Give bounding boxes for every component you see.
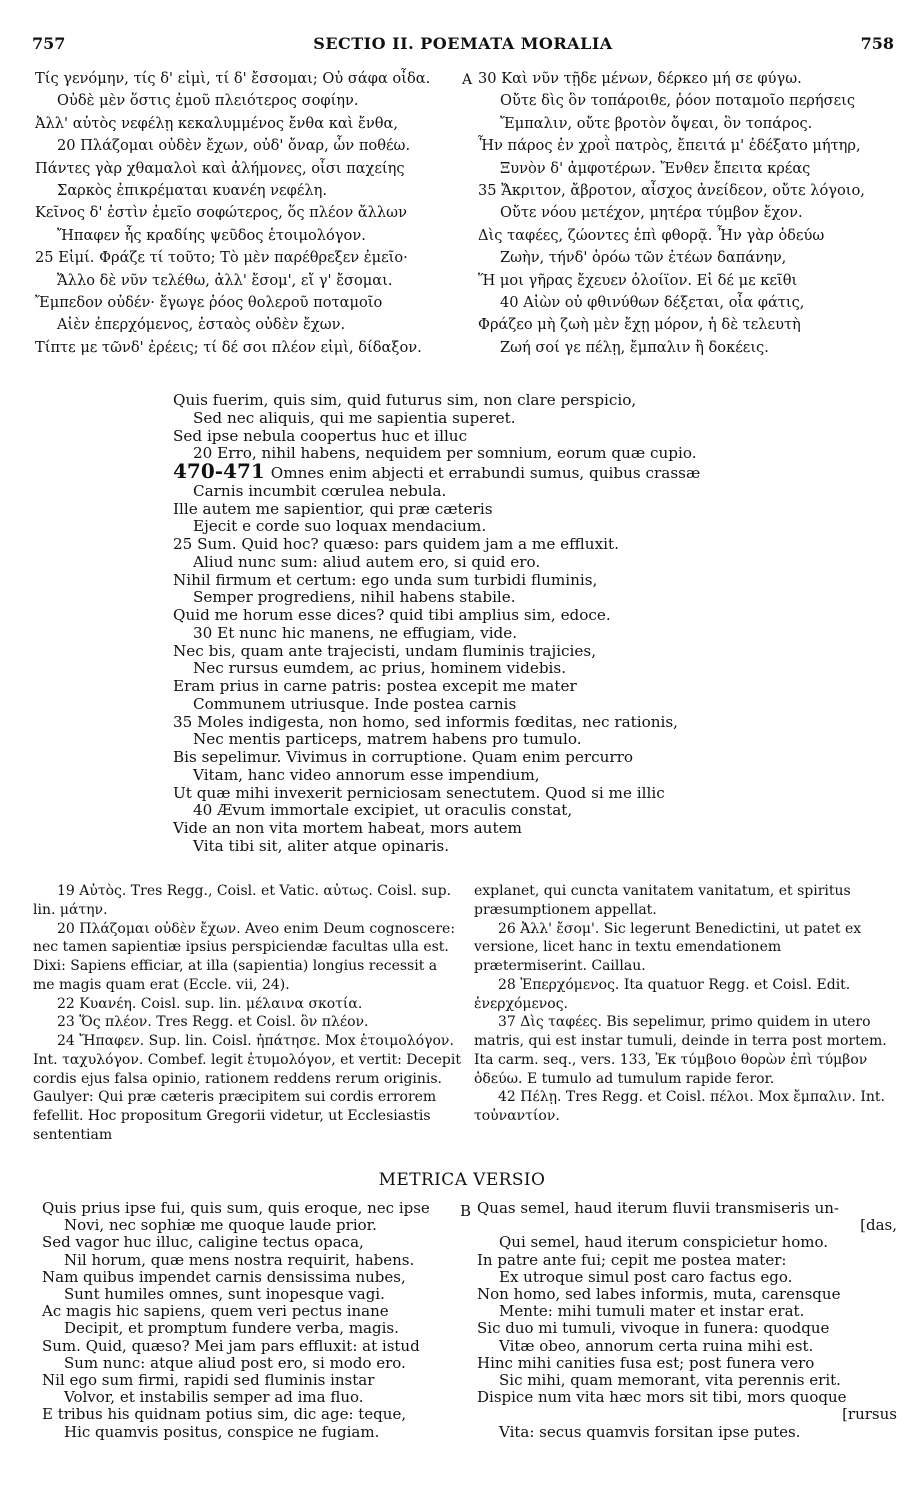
greek-verse-line bbox=[35, 225, 475, 247]
metrica-verse-line bbox=[477, 1320, 897, 1337]
latin-verse-line bbox=[173, 392, 733, 410]
line-text: Πάντες γὰρ χθαμαλοὶ καὶ ἀλήμονες, οἷσι παχείης bbox=[35, 159, 405, 177]
greek-verse-line bbox=[478, 202, 898, 224]
line-text: Nihil firmum et certum: ego unda sum turbidi fluminis, bbox=[173, 570, 598, 589]
footnote: 23 Ὅς πλέον. Tres Regg. et Coisl. ὃν πλέον. bbox=[57, 1014, 369, 1031]
line-text: Αἰὲν ἐπερχόμενος, ἑσταὸς οὐδὲν ἔχων. bbox=[57, 316, 346, 334]
latin-verse-line bbox=[173, 501, 733, 519]
metrica-verse-line bbox=[477, 1286, 897, 1303]
metrica-verse-line bbox=[477, 1372, 897, 1389]
line-text: Ille autem me sapientior, qui præ cæteris bbox=[173, 499, 493, 518]
line-text: 20 Πλάζομαι οὐδὲν ἔχων, οὐδ' ὄναρ, ὧν ποθέω. bbox=[57, 137, 411, 155]
line-text: Ἄλλο δὲ νῦν τελέθω, ἀλλ' ἔσομ', εἴ γ' ἔσομαι. bbox=[57, 271, 393, 289]
metrica-verse-line bbox=[42, 1355, 462, 1372]
greek-verse-line bbox=[478, 113, 898, 135]
latin-verse-line bbox=[173, 536, 733, 554]
greek-verse-line bbox=[478, 180, 898, 202]
greek-verse-line bbox=[35, 292, 475, 314]
line-text: Sed vagor huc illuc, caligine tectus opaca, bbox=[42, 1233, 364, 1252]
line-text: Hinc mihi canities fusa est; post funera vero bbox=[477, 1353, 815, 1372]
metrica-verse-line bbox=[477, 1389, 897, 1406]
line-text: Decipit, et promptum fundere verba, magis. bbox=[64, 1319, 399, 1338]
latin-verse-line bbox=[173, 731, 733, 749]
footnote: 37 Δὶς ταφέες. Bis sepelimur, primo quidem in utero matris, qui est instar tumuli, deinde in terra post mortem. Ita carm. seq., vers. 133, Ἐκ τύμβοιο θορὼν ἐπὶ τύμβον ὁδεύω. E tumulo ad tumulum rapide feror. bbox=[474, 1014, 887, 1087]
line-text: Sum. Quid, quæso? Mei jam pars effluxit: at istud bbox=[42, 1336, 420, 1355]
latin-verse-line bbox=[173, 625, 733, 643]
line-text: Mente: mihi tumuli mater et instar erat. bbox=[499, 1302, 805, 1321]
metrica-verse-line bbox=[42, 1338, 462, 1355]
metrica-verse-line bbox=[42, 1424, 462, 1441]
metrica-verse-line bbox=[477, 1200, 897, 1217]
greek-verse-line bbox=[35, 68, 475, 90]
line-text: Ejecit e corde suo loquax mendacium. bbox=[193, 517, 487, 536]
line-text: Vitæ obeo, annorum certa ruina mihi est. bbox=[499, 1336, 814, 1355]
metrica-verse-line bbox=[42, 1286, 462, 1303]
footnote: 28 Ἐπερχόμενος. Ita quatuor Regg. et Coisl. Edit. ἐνερχόμενος. bbox=[474, 976, 851, 1012]
metrica-verse-line bbox=[42, 1234, 462, 1251]
footnote: 19 Αὐτὸς. Tres Regg., Coisl. et Vatic. αὐτως. Coisl. sup. lin. μάτην. bbox=[33, 883, 452, 918]
line-text: Nam quibus impendet carnis densissima nubes, bbox=[42, 1267, 406, 1286]
footnote: explanet, qui cuncta vanitatem vanitatum, et spiritus præsumptionem appellat. bbox=[474, 883, 851, 918]
line-text: Οὐδὲ μὲν ὅστις ἐμοῦ πλειότερος σοφίην. bbox=[57, 92, 359, 110]
footnotes-right-column bbox=[474, 882, 894, 1126]
greek-verse-line bbox=[478, 225, 898, 247]
line-text: Quis prius ipse fui, quis sum, quis eroque, nec ipse bbox=[42, 1199, 430, 1217]
footnote: 26 Ἀλλ' ἔσομ'. Sic legerunt Benedictini, ut patet ex versione, licet hanc in textu emendationem prætermiserint. Caillau. bbox=[474, 920, 862, 974]
latin-verse-line bbox=[173, 678, 733, 696]
line-text: Κεῖνος δ' ἐστὶν ἐμεῖο σοφώτερος, ὅς πλέον ἄλλων bbox=[35, 204, 407, 222]
line-text: 30 Et nunc hic manens, ne effugiam, vide. bbox=[193, 623, 518, 642]
column-number-marker: 470-471 bbox=[173, 459, 265, 483]
metrica-verse-line bbox=[477, 1234, 897, 1251]
metrica-verse-line bbox=[42, 1320, 462, 1337]
latin-verse-line bbox=[173, 459, 733, 483]
latin-verse-line bbox=[173, 802, 733, 820]
line-text: Sum nunc: atque aliud post ero, si modo ero. bbox=[64, 1353, 406, 1372]
metrica-verse-line bbox=[477, 1406, 897, 1423]
greek-verse-line bbox=[35, 270, 475, 292]
footnote: 22 Κυανέη. Coisl. sup. lin. μέλαινα σκοτία. bbox=[57, 995, 363, 1012]
greek-verse-line bbox=[478, 158, 898, 180]
line-text: Omnes enim abjecti et errabundi sumus, quibus crassæ bbox=[270, 464, 701, 482]
latin-verse-line bbox=[173, 749, 733, 767]
latin-verse-line bbox=[173, 643, 733, 661]
line-text: Οὔτε δὶς ὃν τοπάροιθε, ῥόον ποταμοῖο περήσεις bbox=[500, 92, 856, 110]
line-text: Vita: secus quamvis forsitan ipse putes. bbox=[499, 1422, 801, 1441]
line-text: Nec bis, quam ante trajecisti, undam fluminis trajicies, bbox=[173, 641, 597, 660]
greek-verse-line bbox=[478, 90, 898, 112]
line-text: 25 Εἰμί. Φράζε τί τοῦτο; Τὸ μὲν παρέθρεξεν ἐμεῖο· bbox=[35, 249, 408, 267]
greek-verse-line bbox=[478, 68, 898, 90]
latin-verse-line bbox=[173, 428, 733, 446]
metrica-verse-line bbox=[477, 1252, 897, 1269]
greek-text-right-column bbox=[478, 68, 898, 359]
latin-verse-line bbox=[173, 714, 733, 732]
line-text: Ἦν πάρος ἐν χροῒ πατρὸς, ἔπειτά μ' ἐδέξατο μήτηρ, bbox=[478, 137, 861, 155]
line-text: Nec rursus eumdem, ac prius, hominem videbis. bbox=[193, 659, 567, 678]
footnotes-left-column bbox=[33, 882, 463, 1145]
line-text: Sic mihi, quam memorant, vita perennis erit. bbox=[499, 1371, 841, 1390]
line-text: Τίς γενόμην, τίς δ' εἰμὶ, τί δ' ἔσσομαι; Οὐ σάφα οἶδα. bbox=[35, 70, 431, 87]
line-text: Sunt humiles omnes, sunt inopesque vagi. bbox=[64, 1285, 385, 1304]
greek-verse-line bbox=[35, 90, 475, 112]
metrica-verse-line bbox=[477, 1355, 897, 1372]
line-text: Aliud nunc sum: aliud autem ero, si quid ero. bbox=[193, 552, 541, 571]
line-text: Ζωὴν, τήνδ' ὁρόω τῶν ἐτέων δαπάνην, bbox=[500, 249, 787, 267]
line-text: Οὔτε νόου μετέχον, μητέρα τύμβον ἔχον. bbox=[500, 204, 803, 222]
latin-verse-line bbox=[173, 767, 733, 785]
line-text: Ex utroque simul post caro factus ego. bbox=[499, 1267, 793, 1286]
line-text: Quas semel, haud iterum fluvii transmiseris un- bbox=[477, 1199, 839, 1217]
greek-verse-line bbox=[35, 202, 475, 224]
greek-verse-line bbox=[35, 135, 475, 157]
metrica-verse-line bbox=[42, 1389, 462, 1406]
line-text: Hic quamvis positus, conspice ne fugiam. bbox=[64, 1422, 380, 1441]
line-text: Semper progrediens, nihil habens stabile. bbox=[193, 588, 516, 607]
line-text: [rursus bbox=[842, 1405, 897, 1424]
line-text: Τίπτε με τῶνδ' ἐρέεις; τί δέ σοι πλέον εἰμὶ, δίδαξον. bbox=[35, 338, 422, 356]
line-text: Communem utriusque. Inde postea carnis bbox=[193, 694, 517, 713]
greek-text-left-column bbox=[35, 68, 475, 359]
latin-prose-translation bbox=[173, 392, 733, 856]
metrica-verse-line bbox=[42, 1269, 462, 1286]
metrica-verse-line bbox=[42, 1252, 462, 1269]
line-text: Vitam, hanc video annorum esse impendium, bbox=[193, 765, 540, 784]
line-text: Ac magis hic sapiens, quem veri pectus inane bbox=[42, 1302, 389, 1321]
line-text: Δὶς ταφέες, ζώοντες ἐπὶ φθορᾷ. Ἦν γὰρ ὁδεύω bbox=[478, 226, 825, 244]
metrica-verse-line bbox=[42, 1303, 462, 1320]
line-text: Nil horum, quæ mens nostra requirit, habens. bbox=[64, 1250, 415, 1269]
line-text: Ἥ μοι γῆρας ἔχευεν ὀλοίϊον. Εἰ δέ με κεῖθι bbox=[478, 271, 798, 289]
footnote: 20 Πλάζομαι οὐδὲν ἔχων. Aveo enim Deum cognoscere: nec tamen sapientiæ ipsius perspiciendæ facultas ulla est. Dixi: Sapiens efficiar, at illa (sapientia) longius recessit a me magis quam erat (Eccle. vii, 24). bbox=[33, 920, 456, 993]
line-text: 35 Moles indigesta, non homo, sed informis fœditas, nec rationis, bbox=[173, 712, 678, 731]
line-text: Sed nec aliquis, qui me sapientia superet. bbox=[193, 408, 516, 427]
latin-verse-line bbox=[173, 660, 733, 678]
page-number-right: 758 bbox=[860, 34, 894, 53]
line-text: Vide an non vita mortem habeat, mors autem bbox=[173, 819, 522, 837]
line-text: Sic duo mi tumuli, vivoque in funera: quodque bbox=[477, 1319, 830, 1338]
greek-verse-line bbox=[478, 135, 898, 157]
latin-verse-line bbox=[173, 820, 733, 838]
metrica-verse-line bbox=[42, 1372, 462, 1389]
line-text: Carnis incumbit cœrulea nebula. bbox=[193, 481, 447, 500]
line-text: Ἔμπεδον οὐδέν· ἔγωγε ῥόος θολεροῦ ποταμοῖο bbox=[35, 294, 383, 312]
line-text: Φράζεο μὴ ζωὴ μὲν ἔχῃ μόρον, ἡ δὲ τελευτὴ bbox=[478, 316, 801, 334]
metrica-verse-line bbox=[477, 1303, 897, 1320]
greek-verse-line bbox=[35, 314, 475, 336]
metrica-verse-line bbox=[477, 1269, 897, 1286]
line-text: Qui semel, haud iterum conspicietur homo. bbox=[499, 1233, 829, 1252]
line-text: Nec mentis particeps, matrem habens pro tumulo. bbox=[193, 730, 582, 749]
latin-verse-line bbox=[173, 518, 733, 536]
line-text: Ξυνὸν δ' ἀμφοτέρων. Ἔνθεν ἔπειτα κρέας bbox=[500, 159, 811, 177]
line-text: E tribus his quidnam potius sim, dic age: teque, bbox=[42, 1405, 407, 1424]
line-text: 25 Sum. Quid hoc? quæso: pars quidem jam a me effluxit. bbox=[173, 535, 619, 553]
page-number-left: 757 bbox=[32, 34, 66, 53]
latin-verse-line bbox=[173, 554, 733, 572]
metrica-verse-line bbox=[477, 1338, 897, 1355]
greek-verse-line bbox=[35, 247, 475, 269]
line-text: Σαρκὸς ἐπικρέμαται κυανέη νεφέλη. bbox=[57, 182, 328, 200]
greek-verse-line bbox=[35, 337, 475, 359]
metrica-verse-line bbox=[42, 1200, 462, 1217]
metrica-verse-line bbox=[42, 1406, 462, 1423]
column-marker-b: B bbox=[460, 1202, 472, 1220]
metrica-verse-line bbox=[477, 1424, 897, 1441]
latin-verse-line bbox=[173, 410, 733, 428]
greek-verse-line bbox=[478, 337, 898, 359]
line-text: Ἔμπαλιν, οὔτε βροτὸν ὄψεαι, ὃν τοπάρος. bbox=[500, 114, 813, 132]
metrica-verse-line bbox=[42, 1217, 462, 1234]
line-text: Bis sepelimur. Vivimus in corruptione. Quam enim percurro bbox=[173, 748, 634, 766]
line-text: Ἤπαφεν ἧς κραδίης ψεῦδος ἑτοιμολόγον. bbox=[57, 226, 366, 244]
greek-verse-line bbox=[35, 158, 475, 180]
greek-verse-line bbox=[478, 247, 898, 269]
line-text: Vita tibi sit, aliter atque opinaris. bbox=[193, 836, 450, 855]
column-marker-a: A bbox=[462, 72, 473, 88]
greek-verse-line bbox=[35, 180, 475, 202]
latin-verse-line bbox=[173, 696, 733, 714]
metrica-versio-left-column bbox=[42, 1200, 462, 1441]
greek-verse-line bbox=[478, 314, 898, 336]
metrica-verse-line bbox=[477, 1217, 897, 1234]
footnote: 42 Πέλῃ. Tres Regg. et Coisl. πέλοι. Mox ἔμπαλιν. Int. τοὐναντίον. bbox=[474, 1089, 885, 1124]
line-text: Ut quæ mihi invexerit perniciosam senectutem. Quod si me illic bbox=[173, 783, 665, 802]
line-text: Ζωή σοί γε πέλῃ, ἔμπαλιν ἢ δοκέεις. bbox=[500, 338, 769, 356]
line-text: 30 Καὶ νῦν τῇδε μένων, δέρκεο μή σε φύγω. bbox=[478, 70, 802, 87]
latin-verse-line bbox=[173, 838, 733, 856]
line-text: Dispice num vita hæc mors sit tibi, mors quoque bbox=[477, 1388, 847, 1407]
line-text: Novi, nec sophiæ me quoque laude prior. bbox=[64, 1216, 377, 1235]
line-text: Non homo, sed labes informis, muta, carensque bbox=[477, 1285, 841, 1304]
line-text: Sed ipse nebula coopertus huc et illuc bbox=[173, 426, 468, 445]
greek-verse-line bbox=[35, 113, 475, 135]
latin-verse-line bbox=[173, 572, 733, 590]
section-title: SECTIO II. POEMATA MORALIA bbox=[313, 34, 613, 53]
line-text: 40 Ævum immortale excipiet, ut oraculis constat, bbox=[193, 801, 573, 820]
greek-verse-line bbox=[478, 292, 898, 314]
greek-verse-line bbox=[478, 270, 898, 292]
line-text: Ἀλλ' αὐτὸς νεφέλῃ κεκαλυμμένος ἔνθα καὶ ἔνθα, bbox=[35, 114, 399, 132]
metrica-versio-heading: METRICA VERSIO bbox=[378, 1170, 546, 1190]
line-text: Volvor, et instabilis semper ad ima fluo. bbox=[64, 1388, 364, 1407]
line-text: In patre ante fui; cepit me postea mater: bbox=[477, 1250, 787, 1269]
metrica-versio-right-column bbox=[477, 1200, 897, 1441]
line-text: 35 Ἄκριτον, ἄβροτον, αἶσχος ἀνείδεον, οὔτε λόγοιο, bbox=[478, 182, 865, 200]
latin-verse-line bbox=[173, 607, 733, 625]
line-text: [das, bbox=[860, 1216, 897, 1235]
latin-verse-line bbox=[173, 589, 733, 607]
line-text: 20 Erro, nihil habens, nequidem per somnium, eorum quæ cupio. bbox=[193, 444, 697, 463]
line-text: Nil ego sum firmi, rapidi sed fluminis instar bbox=[42, 1371, 375, 1390]
footnote: 24 Ἤπαφεν. Sup. lin. Coisl. ἠπάτησε. Mox ἑτοιμολόγον. Int. ταχυλόγον. Combef. legit ἐτυμολόγον, et vertit: Decepit cordis ejus falsa opinio, rationem reddens rerum originis. Gaulyer: Qui præ cæteris præcipitem sui cordis errorem fefellit. Hoc propositum Gregorii videtur, ut Ecclesiastis sententiam bbox=[33, 1033, 461, 1143]
line-text: 40 Αἰὼν οὐ φθινύθων δέξεται, οἷα φάτις, bbox=[500, 294, 805, 312]
latin-verse-line bbox=[173, 785, 733, 803]
line-text: Eram prius in carne patris: postea excepit me mater bbox=[173, 677, 577, 695]
line-text: Quid me horum esse dices? quid tibi amplius sim, edoce. bbox=[173, 606, 611, 624]
line-text: Quis fuerim, quis sim, quid futurus sim, non clare perspicio, bbox=[173, 391, 637, 409]
running-header bbox=[32, 34, 894, 56]
latin-verse-line bbox=[173, 483, 733, 501]
